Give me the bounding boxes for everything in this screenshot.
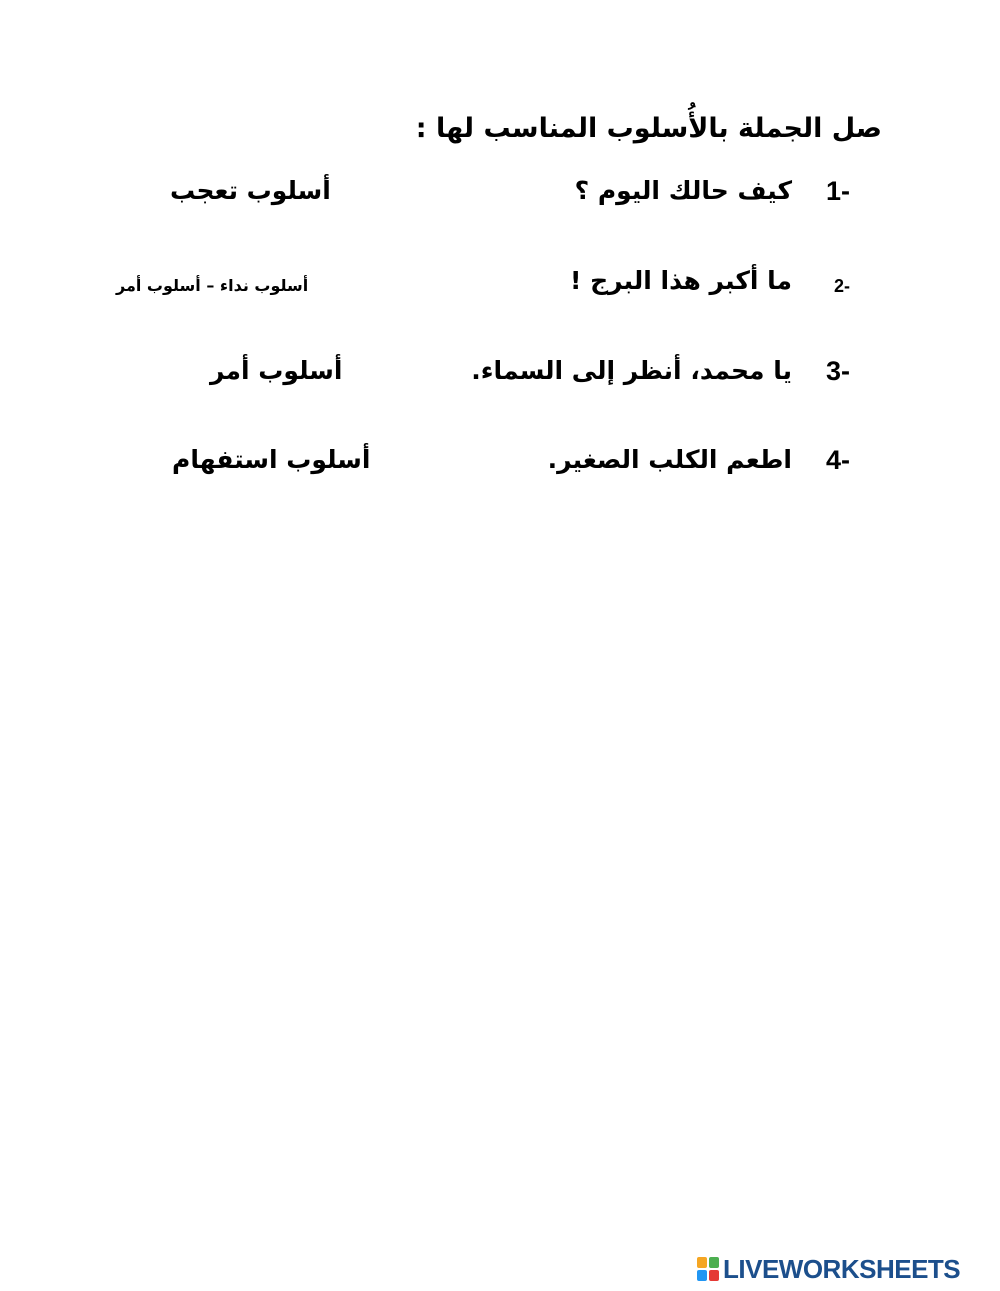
sentence-text: اطعم الكلب الصغير.	[547, 445, 792, 474]
list-item	[130, 356, 850, 400]
logo-square	[697, 1257, 707, 1268]
style-label[interactable]: أسلوب أمر	[210, 356, 343, 385]
logo-square	[709, 1270, 719, 1281]
liveworksheets-logo	[697, 1254, 960, 1284]
worksheet-title: صل الجملة بالأُسلوب المناسب لها :	[415, 113, 882, 144]
item-number: 3-	[825, 356, 850, 386]
list-item	[130, 176, 850, 220]
sentence-text: كيف حالك اليوم ؟	[574, 176, 792, 205]
logo-text: LIVEWORKSHEETS	[723, 1253, 961, 1284]
logo-square	[709, 1257, 719, 1268]
list-item	[116, 266, 850, 310]
style-label[interactable]: أسلوب نداء – أسلوب أمر	[116, 276, 309, 295]
item-number: 1-	[825, 176, 850, 206]
sentence-text: يا محمد، أنظر إلى السماء.	[471, 356, 792, 385]
style-label[interactable]: أسلوب تعجب	[170, 176, 331, 205]
sentence-text: ما أكبر هذا البرج !	[569, 266, 792, 295]
style-label[interactable]: أسلوب استفهام	[172, 445, 371, 474]
logo-square	[697, 1270, 707, 1281]
logo-mark-icon	[697, 1257, 719, 1281]
list-item	[130, 445, 850, 489]
item-number: 2-	[833, 276, 850, 296]
item-number: 4-	[825, 445, 850, 475]
